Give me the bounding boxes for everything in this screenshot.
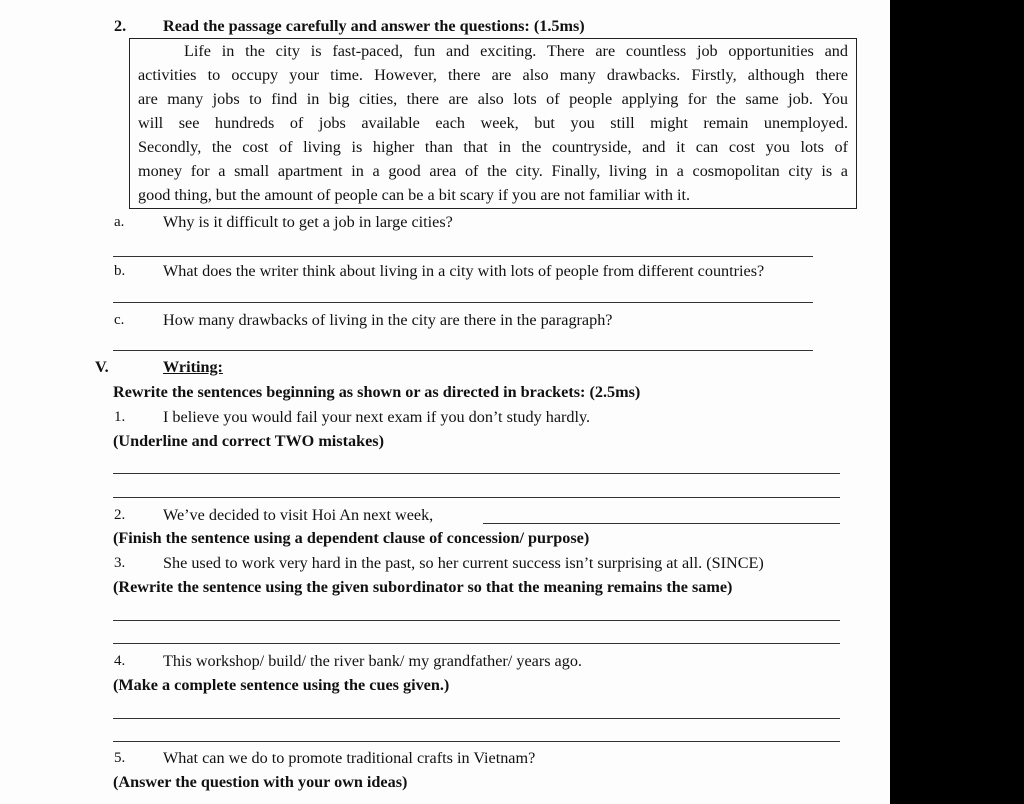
answer-line[interactable]	[113, 350, 813, 351]
passage-line: Life in the city is fast-paced, fun and exciting. There are countless job opportunities and	[184, 42, 848, 60]
question-text: How many drawbacks of living in the city are there in the paragraph?	[163, 311, 613, 329]
item-text: We’ve decided to visit Hoi An next week,	[163, 506, 434, 524]
item-label: 1.	[114, 409, 126, 425]
section-instruction: Rewrite the sentences beginning as shown or as directed in brackets: (2.5ms)	[113, 383, 641, 401]
item-label: 5.	[114, 750, 126, 766]
question-label: c.	[114, 312, 125, 328]
passage-line: will see hundreds of jobs available each week, but you still might remain unemployed.	[138, 114, 848, 132]
item-label: 3.	[114, 555, 126, 571]
item-label: 2.	[114, 507, 126, 523]
item-label: 4.	[114, 653, 126, 669]
answer-line[interactable]	[113, 497, 840, 498]
answer-line[interactable]	[113, 302, 813, 303]
question-text: What does the writer think about living in a city with lots of people from different countries?	[163, 262, 765, 280]
question-text: Why is it difficult to get a job in large cities?	[163, 213, 453, 231]
item-direction: (Answer the question with your own ideas)	[113, 773, 408, 791]
passage-line: Secondly, the cost of living is higher than that in the countryside, and it can cost you lots of	[138, 138, 848, 156]
passage-line: money for a small apartment in a good area of the city. Finally, living in a cosmopolitan city is a	[138, 162, 848, 180]
item-direction: (Underline and correct TWO mistakes)	[113, 432, 384, 450]
answer-line[interactable]	[113, 473, 840, 474]
q2-number: 2.	[114, 17, 127, 35]
reading-passage-box	[129, 38, 857, 209]
item-direction: (Rewrite the sentence using the given subordinator so that the meaning remains the same)	[113, 578, 733, 596]
passage-line: good thing, but the amount of people can be a bit scary if you are not familiar with it.	[138, 186, 691, 204]
section-number: V.	[95, 358, 109, 376]
section-title: Writing:	[163, 358, 223, 376]
answer-line[interactable]	[113, 741, 840, 742]
passage-line: activities to occupy your time. However, there are also many drawbacks. Firstly, although there	[138, 66, 848, 84]
question-label: a.	[114, 214, 125, 230]
item-text: What can we do to promote traditional crafts in Vietnam?	[163, 749, 536, 767]
item-direction: (Finish the sentence using a dependent clause of concession/ purpose)	[113, 529, 590, 547]
q2-heading: Read the passage carefully and answer the questions: (1.5ms)	[163, 17, 585, 35]
passage-line: are many jobs to find in big cities, there are also lots of people applying for the same job. You	[138, 90, 848, 108]
answer-line[interactable]	[483, 523, 840, 524]
item-direction: (Make a complete sentence using the cues given.)	[113, 676, 450, 694]
answer-line[interactable]	[113, 718, 840, 719]
item-text: She used to work very hard in the past, so her current success isn’t surprising at all. (SINCE)	[163, 554, 764, 572]
item-text: This workshop/ build/ the river bank/ my grandfather/ years ago.	[163, 652, 582, 670]
answer-line[interactable]	[113, 256, 813, 257]
question-label: b.	[114, 263, 126, 279]
answer-line[interactable]	[113, 643, 840, 644]
answer-line[interactable]	[113, 620, 840, 621]
item-text: I believe you would fail your next exam if you don’t study hardly.	[163, 408, 591, 426]
